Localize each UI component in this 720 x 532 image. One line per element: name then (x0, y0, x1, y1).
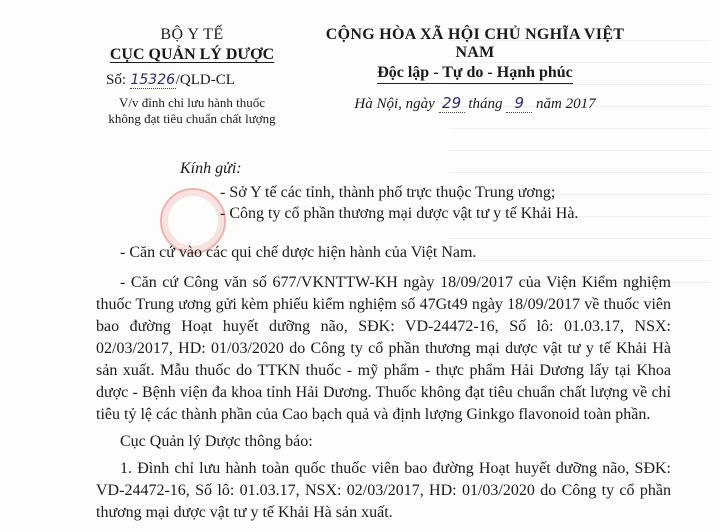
date-month: 9 (506, 94, 532, 113)
ministry-name: BỘ Y TẾ (160, 26, 224, 43)
recipient-item: - Công ty cổ phần thương mại dược vật tư y tế Khải Hà. (220, 205, 579, 222)
salutation: Kính gửi: (180, 160, 242, 177)
body-paragraph-4: 1. Đình chỉ lưu hành toàn quốc thuốc viên bao đường Hoạt huyết dưỡng não, SĐK: VD-24472-16, Số lô: 01.03.17, NSX: 02/03/2017, HD: 01/03/2020 do Công ty cổ phần thương mại dược vật tư y tế Khải Hà sản xuất. (96, 460, 671, 521)
date-month-label: tháng (468, 96, 503, 112)
subject-line-1: V/v đình chỉ lưu hành thuốc (118, 95, 266, 110)
recipient-list (220, 182, 578, 224)
subject-line-2: không đạt tiêu chuẩn chất lượng (108, 111, 276, 126)
national-header (305, 26, 645, 113)
subject-line (72, 95, 312, 127)
date-prefix: Hà Nội, ngày (354, 96, 435, 112)
body-paragraph-3: Cục Quản lý Dược thông báo: (120, 433, 313, 450)
body-paragraph-2: - Căn cứ Công văn số 677/VKNTTW-KH ngày 18/09/2017 của Viện Kiểm nghiệm thuốc Trung ương gửi kèm phiếu kiểm nghiệm số 47Gt49 ngày 18/09/2017 về thuốc viên bao đường Hoạt huyết dưỡng não, SĐK: VD-24472-16, Số lô: 01.03.17, NSX: 02/03/2017, HD: 01/03/2020 do Công ty cổ phần thương mại dược vật tư y tế Khải Hà sản xuất. Mẫu thuốc do TTKN thuốc - mỹ phẩm - thực phẩm Hải Dương lấy tại Khoa dược - Bệnh viện đa khoa tỉnh Hải Dương. Thuốc không đạt tiêu chuẩn chất lượng về chỉ tiêu tỷ lệ các thành phần của Cao bạch quả và định lượng Ginkgo flavonoid toàn phần. (96, 274, 671, 423)
doc-no-label: Số: (106, 72, 127, 88)
document-number (72, 72, 312, 89)
nation-title: CỘNG HÒA XÃ HỘI CHỦ NGHĨA VIỆT NAM (325, 26, 625, 61)
doc-no-suffix: /QLD-CL (175, 72, 235, 88)
document-body (96, 242, 671, 524)
issuer-header (72, 26, 312, 127)
department-name: CỤC QUẢN LÝ DƯỢC (109, 46, 275, 63)
date-year: năm 2017 (536, 96, 596, 112)
date-line (305, 94, 645, 113)
recipient-item: - Sở Y tế các tỉnh, thành phố trực thuộc Trung ương; (220, 184, 556, 201)
body-paragraph-1: - Căn cứ vào các qui chế dược hiện hành của Việt Nam. (120, 244, 477, 261)
doc-no-handwritten: 15326 (130, 72, 176, 88)
date-day: 29 (439, 94, 465, 113)
national-motto: Độc lập - Tự do - Hạnh phúc (377, 64, 573, 84)
